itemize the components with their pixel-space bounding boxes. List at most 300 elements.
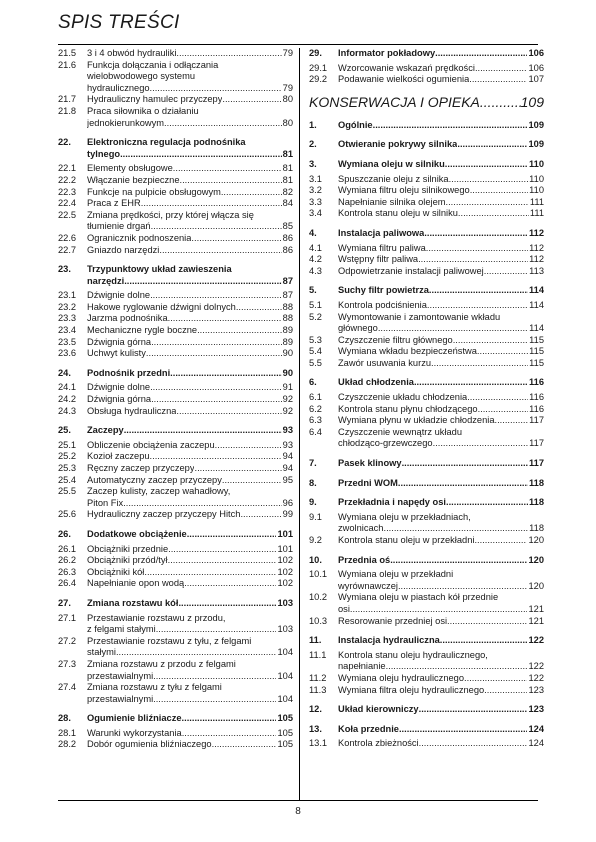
toc-entry-leader-row: [87, 624, 293, 636]
toc-entry[interactable]: [58, 233, 293, 245]
toc-entry[interactable]: [58, 739, 293, 751]
toc-entry-page: 104: [277, 693, 293, 704]
toc-entry[interactable]: [309, 74, 544, 86]
toc-entry-title: zwolnicach: [338, 523, 384, 534]
toc-entry[interactable]: [309, 300, 544, 312]
toc-entry-page: 92: [282, 394, 293, 405]
toc-entry-page: 96: [282, 497, 293, 508]
toc-entry-leader-row: [338, 535, 544, 547]
toc-entry[interactable]: [58, 682, 293, 705]
toc-entry[interactable]: [309, 569, 544, 592]
leader-dots: [402, 458, 528, 470]
toc-entry-number: 11.2: [309, 672, 327, 683]
leader-dots: [446, 197, 529, 209]
toc-entry-title: narzędzi: [87, 275, 125, 286]
toc-entry[interactable]: [58, 348, 293, 360]
toc-entry-page: 80: [282, 117, 293, 128]
leader-dots: [478, 404, 529, 416]
toc-entry-title: Spuszczanie oleju z silnika: [338, 173, 449, 184]
toc-entry[interactable]: [58, 567, 293, 579]
toc-entry[interactable]: [309, 685, 544, 697]
toc-entry-number: 25.5: [58, 486, 77, 497]
toc-entry-body: [87, 578, 293, 590]
toc-entry[interactable]: [58, 325, 293, 337]
toc-entry-title: Piton Fix: [87, 497, 124, 508]
toc-entry-number: 4.: [309, 227, 317, 238]
toc-entry-page: 94: [282, 463, 293, 473]
toc-entry-page: 105: [277, 739, 293, 750]
toc-entry-leader-row: [338, 174, 544, 186]
toc-entry-leader-row: [87, 290, 293, 302]
toc-chapter[interactable]: [309, 635, 544, 647]
toc-entry[interactable]: [58, 486, 293, 509]
toc-entry-number: 23.2: [58, 301, 77, 312]
toc-chapter[interactable]: [58, 368, 293, 380]
toc-left-column: [58, 48, 293, 751]
toc-entry-title: Wstępny filtr paliwa: [338, 254, 419, 265]
toc-entry-page: 117: [529, 438, 544, 449]
toc-entry-title: tłumienie drgań: [87, 221, 151, 232]
toc-entry[interactable]: [58, 544, 293, 556]
toc-entry-body: [87, 728, 293, 740]
toc-entry-leader-row: [87, 83, 293, 95]
leader-dots: [168, 555, 277, 567]
toc-entry-leader-row: [338, 673, 544, 685]
toc-entry[interactable]: [309, 197, 544, 209]
toc-entry-body: [338, 174, 544, 186]
leader-dots: [168, 544, 276, 556]
leader-dots: [435, 48, 527, 60]
toc-entry-title: Zmiana rozstawu kół: [87, 597, 179, 608]
leader-dots: [159, 245, 281, 257]
toc-entry-leader-row: [87, 728, 293, 740]
leader-dots: [176, 406, 281, 418]
toc-entry-body: [338, 74, 544, 86]
toc-entry-leader-row: [338, 685, 544, 697]
toc-entry-body: [338, 208, 544, 220]
leader-dots: [449, 174, 529, 186]
toc-entry-title-line: Zaczep kulisty, zaczep wahadłowy,: [87, 486, 231, 497]
toc-entry[interactable]: [58, 613, 293, 636]
toc-entry-number: 3.4: [309, 208, 322, 219]
toc-entry[interactable]: [58, 94, 293, 106]
toc-chapter[interactable]: [58, 598, 293, 610]
toc-entry-number: 27.1: [58, 612, 77, 623]
toc-entry-number: 23.: [58, 264, 71, 275]
toc-chapter[interactable]: [309, 120, 544, 132]
toc-entry-number: 22.6: [58, 232, 77, 243]
toc-entry-number: 23.1: [58, 290, 77, 301]
toc-entry[interactable]: [309, 427, 544, 450]
leader-dots: [458, 208, 529, 220]
toc-entry-title: Przedni WOM: [338, 477, 398, 488]
toc-chapter[interactable]: [309, 704, 544, 716]
toc-entry-leader-row: [338, 228, 544, 240]
toc-entry[interactable]: [309, 208, 544, 220]
toc-entry[interactable]: [58, 210, 293, 233]
toc-entry-page: 105: [277, 713, 293, 724]
toc-entry-page: 114: [529, 323, 544, 334]
toc-entry-number: 28.2: [58, 739, 77, 750]
toc-chapter[interactable]: [309, 285, 544, 297]
toc-entry-page: 116: [529, 377, 544, 388]
leader-dots: [151, 337, 282, 349]
toc-entry[interactable]: [309, 174, 544, 186]
leader-dots: [222, 94, 281, 106]
toc-entry-title: Kontrola podciśnienia: [338, 299, 427, 310]
toc-entry-leader-row: [338, 346, 544, 358]
toc-entry-page: 102: [277, 555, 293, 566]
toc-entry-body: [87, 486, 293, 509]
toc-entry-leader-row: [87, 671, 293, 683]
toc-entry-body: [338, 512, 544, 535]
toc-entry-number: 25.: [58, 425, 71, 436]
toc-entry[interactable]: [58, 555, 293, 567]
leader-dots: [484, 685, 527, 697]
toc-entry-title: Wymiana filtru oleju silnikowego: [338, 185, 470, 196]
toc-entry-number: 26.4: [58, 578, 77, 589]
toc-entry-body: [87, 368, 293, 380]
toc-entry-leader-row: [338, 404, 544, 416]
leader-dots: [398, 581, 528, 593]
toc-entry-title: Instalacja paliwowa: [338, 227, 425, 238]
toc-entry-leader-row: [338, 159, 544, 171]
toc-entry-number: 27.3: [58, 658, 77, 669]
toc-entry[interactable]: [309, 254, 544, 266]
toc-entry-body: [87, 313, 293, 325]
toc-entry-body: [87, 302, 293, 314]
toc-chapter[interactable]: [58, 264, 293, 287]
toc-chapter[interactable]: [309, 458, 544, 470]
toc-entry-leader-row: [87, 276, 293, 288]
toc-entry-leader-row: [87, 221, 293, 233]
toc-entry-title: Czyszczenie filtru głównego: [338, 334, 453, 345]
toc-entry-leader-row: [87, 739, 293, 751]
toc-entry-title: Koła przednie: [338, 723, 399, 734]
toc-entry[interactable]: [58, 578, 293, 590]
toc-entry-number: 9.1: [309, 511, 322, 522]
toc-entry[interactable]: [58, 659, 293, 682]
toc-entry-number: 21.6: [58, 59, 77, 70]
toc-entry-leader-row: [338, 197, 544, 209]
column-divider: [299, 48, 300, 800]
toc-entry[interactable]: [309, 616, 544, 628]
toc-entry-number: 29.1: [309, 62, 328, 73]
leader-dots: [414, 377, 528, 389]
toc-entry-body: [338, 569, 544, 592]
toc-entry-title: chłodząco-grzewczego: [338, 438, 433, 449]
toc-entry-number: 5.1: [309, 299, 322, 310]
toc-entry[interactable]: [58, 728, 293, 740]
toc-entry-title-line: Wymiana oleju w piastach kół przednie: [338, 592, 499, 603]
toc-chapter[interactable]: [309, 48, 544, 60]
toc-entry-body: [87, 382, 293, 394]
toc-entry-leader-row: [87, 694, 293, 706]
toc-entry-body: [87, 264, 293, 287]
toc-entry-body: [87, 245, 293, 257]
toc-entry-number: 25.6: [58, 509, 77, 520]
toc-chapter[interactable]: [309, 139, 544, 151]
toc-entry[interactable]: [58, 290, 293, 302]
toc-entry[interactable]: [58, 406, 293, 418]
toc-entry-number: 22.5: [58, 209, 77, 220]
page-number: 8: [295, 806, 301, 817]
toc-entry-number: 9.: [309, 497, 317, 508]
toc-entry-number: 28.1: [58, 727, 77, 738]
toc-chapter[interactable]: [309, 478, 544, 490]
toc-entry-number: 27.2: [58, 635, 77, 646]
toc-entry-number: 10.1: [309, 569, 328, 580]
leader-dots: [418, 254, 528, 266]
toc-entry-title: Dźwignia górna: [87, 336, 152, 347]
toc-chapter[interactable]: [309, 159, 544, 171]
toc-entry-title: Dźwignia górna: [87, 394, 152, 405]
toc-entry-title: wyrównawczej: [338, 580, 398, 591]
toc-entry[interactable]: [309, 404, 544, 416]
toc-entry-title-line: Wymiana oleju w przekładniach,: [338, 511, 471, 522]
leader-dots: [464, 673, 527, 685]
toc-entry[interactable]: [58, 382, 293, 394]
leader-dots: [124, 425, 282, 437]
toc-entry-title: przestawialnymi: [87, 670, 154, 681]
leader-dots: [447, 616, 527, 628]
toc-entry-number: 13.1: [309, 738, 328, 749]
toc-entry-number: 22.2: [58, 174, 77, 185]
toc-entry-body: [87, 440, 293, 452]
leader-dots: [475, 63, 528, 75]
leader-dots: [187, 529, 277, 541]
toc-entry[interactable]: [309, 346, 544, 358]
toc-entry-title: Automatyczny zaczep przyczepy: [87, 474, 222, 485]
toc-entry-page: 120: [528, 535, 544, 545]
toc-entry[interactable]: [58, 313, 293, 325]
toc-entry-title: hydraulicznego: [87, 82, 150, 93]
toc-entry-body: [87, 394, 293, 406]
toc-entry-leader-row: [338, 738, 544, 750]
toc-entry[interactable]: [58, 475, 293, 487]
toc-entry[interactable]: [58, 163, 293, 175]
leader-dots: [426, 243, 528, 255]
toc-entry-page: 117: [529, 458, 544, 469]
toc-entry-title: Funkcje na pulpicie obsługowym: [87, 186, 221, 197]
toc-entry[interactable]: [309, 738, 544, 750]
toc-entry-body: [87, 137, 293, 160]
toc-entry[interactable]: [309, 673, 544, 685]
toc-entry-body: [338, 650, 544, 673]
toc-entry[interactable]: [58, 440, 293, 452]
toc-entry[interactable]: [58, 302, 293, 314]
toc-entry-title-line: Czyszczenie wewnątrz układu: [338, 426, 463, 437]
toc-entry-leader-row: [87, 713, 293, 725]
toc-entry-title: Obsługa hydrauliczna: [87, 405, 177, 416]
toc-entry-page: 79: [282, 82, 293, 93]
leader-dots: [194, 463, 281, 475]
toc-entry-number: 1.: [309, 119, 317, 130]
toc-entry[interactable]: [58, 187, 293, 199]
toc-entry-body: [338, 358, 544, 370]
toc-entry-number: 5.5: [309, 357, 322, 368]
toc-chapter[interactable]: [58, 425, 293, 437]
toc-entry-title: Obciążniki przednie: [87, 543, 169, 554]
toc-entry-page: 93: [282, 425, 293, 436]
leader-dots: [427, 300, 528, 312]
toc-entry-page: 81: [282, 174, 293, 185]
toc-entry[interactable]: [58, 106, 293, 129]
toc-entry-leader-row: [87, 48, 293, 60]
toc-entry[interactable]: [58, 198, 293, 210]
toc-entry-leader-row: [338, 120, 544, 132]
leader-dots: [383, 523, 528, 535]
toc-entry-body: [338, 592, 544, 615]
toc-entry-title: Kozioł zaczepu: [87, 451, 150, 462]
toc-entry-number: 25.3: [58, 463, 77, 473]
leader-dots: [390, 555, 527, 567]
toc-entry[interactable]: [309, 63, 544, 75]
toc-entry-page: 81: [282, 163, 293, 174]
toc-entry-leader-row: [87, 149, 293, 161]
toc-entry-body: [338, 285, 544, 297]
toc-entry-title-line: Zmiana prędkości, przy której włącza się: [87, 209, 254, 220]
toc-entry-number: 6.: [309, 377, 317, 388]
toc-entry-title-line: Wymiana oleju w przekładni: [338, 569, 454, 580]
leader-dots: [120, 149, 282, 161]
toc-entry-title-line: Funkcja dołączania i odłączania: [87, 59, 219, 70]
toc-entry-page: 90: [282, 348, 293, 359]
toc-entry-leader-row: [338, 139, 544, 151]
toc-entry-page: 102: [277, 566, 293, 577]
toc-entry-body: [338, 535, 544, 547]
toc-entry-body: [338, 673, 544, 685]
leader-dots: [146, 348, 282, 360]
toc-entry-title: Wymiana płynu w układzie chłodzenia: [338, 415, 495, 426]
leader-dots: [156, 624, 277, 636]
leader-dots: [182, 713, 277, 725]
toc-entry[interactable]: [58, 48, 293, 60]
toc-entry-title: przestawialnymi: [87, 693, 154, 704]
toc-entry-title: Napełnianie opon wodą: [87, 578, 185, 589]
header-rule: [58, 44, 538, 45]
toc-entry[interactable]: [309, 512, 544, 535]
toc-entry[interactable]: [309, 266, 544, 278]
toc-entry-number: 22.7: [58, 244, 77, 255]
toc-entry-number: 21.5: [58, 48, 77, 58]
toc-entry[interactable]: [58, 245, 293, 257]
toc-entry-body: [87, 48, 293, 60]
toc-entry-title: Uchwyt kulisty: [87, 348, 146, 359]
toc-entry-body: [338, 48, 544, 60]
toc-entry-body: [87, 451, 293, 463]
toc-entry-leader-row: [87, 175, 293, 187]
toc-entry-body: [338, 377, 544, 389]
toc-entry-page: 123: [528, 704, 544, 715]
toc-entry-leader-row: [87, 233, 293, 245]
toc-entry-title: Układ kierowniczy: [338, 704, 419, 715]
toc-entry[interactable]: [309, 592, 544, 615]
toc-entry-number: 23.6: [58, 348, 77, 359]
toc-entry-page: 99: [282, 509, 293, 520]
toc-entry-leader-row: [338, 208, 544, 220]
toc-entry-leader-row: [87, 368, 293, 380]
toc-entry[interactable]: [58, 337, 293, 349]
toc-entry-page: 103: [277, 597, 293, 608]
toc-entry-number: 4.3: [309, 265, 322, 276]
toc-entry-title: głównego: [338, 323, 378, 334]
toc-chapter[interactable]: [309, 377, 544, 389]
toc-chapter[interactable]: [58, 713, 293, 725]
toc-entry-title: Gniazdo narzędzi: [87, 244, 160, 255]
toc-entry-number: 3.: [309, 158, 317, 169]
toc-entry[interactable]: [58, 463, 293, 475]
toc-entry[interactable]: [309, 243, 544, 255]
toc-entry[interactable]: [309, 335, 544, 347]
toc-chapter[interactable]: [309, 228, 544, 240]
toc-entry-number: 27.4: [58, 682, 77, 693]
toc-entry[interactable]: [309, 358, 544, 370]
toc-entry[interactable]: [309, 312, 544, 335]
toc-entry-title: Hakowe ryglowanie dźwigni dolnych: [87, 301, 236, 312]
toc-entry-leader-row: [338, 604, 544, 616]
toc-entry[interactable]: [58, 636, 293, 659]
toc-entry-body: [338, 635, 544, 647]
toc-entry-number: 24.2: [58, 394, 77, 405]
toc-entry-body: [87, 106, 293, 129]
toc-entry-body: [338, 266, 544, 278]
toc-entry[interactable]: [309, 535, 544, 547]
leader-dots: [222, 475, 282, 487]
toc-entry[interactable]: [309, 650, 544, 673]
leader-dots: [180, 175, 282, 187]
toc-entry-page: 89: [282, 336, 293, 347]
toc-entry-page: 115: [529, 334, 544, 345]
toc-entry[interactable]: [309, 415, 544, 427]
toc-entry-page: 123: [528, 684, 544, 695]
toc-chapter[interactable]: [309, 724, 544, 736]
leader-dots: [153, 694, 276, 706]
toc-entry-title: z felgami stałymi: [87, 624, 156, 635]
toc-entry-leader-row: [338, 555, 544, 567]
toc-entry[interactable]: [309, 392, 544, 404]
toc-entry-title: Podnośnik przedni: [87, 367, 171, 378]
toc-entry[interactable]: [58, 60, 293, 95]
toc-entry-number: 22.: [58, 137, 71, 148]
toc-entry[interactable]: [309, 185, 544, 197]
toc-chapter[interactable]: [58, 529, 293, 541]
toc-entry-body: [87, 425, 293, 437]
toc-entry[interactable]: [58, 509, 293, 521]
toc-entry-number: 5.3: [309, 334, 322, 345]
toc-chapter[interactable]: [58, 137, 293, 160]
toc-entry-body: [338, 120, 544, 132]
toc-entry-body: [338, 63, 544, 75]
toc-entry-title: Kontrola zbieżności: [338, 738, 419, 749]
leader-dots: [236, 302, 282, 314]
toc-entry-body: [338, 685, 544, 697]
toc-entry-number: 22.1: [58, 163, 77, 174]
toc-chapter[interactable]: [309, 555, 544, 567]
toc-entry-body: [87, 175, 293, 187]
toc-entry-body: [87, 348, 293, 360]
toc-entry-title: Obciążniki kół: [87, 566, 145, 577]
toc-entry-page: 114: [529, 285, 544, 296]
toc-chapter[interactable]: [309, 497, 544, 509]
toc-entry-title-line: Trzypunktowy układ zawieszenia: [87, 264, 232, 275]
section-heading-title: KONSERWACJA I OPIEKA: [309, 93, 480, 110]
toc-entry[interactable]: [58, 394, 293, 406]
leader-dots: [429, 285, 528, 297]
toc-entry[interactable]: [58, 451, 293, 463]
toc-entry[interactable]: [58, 175, 293, 187]
toc-entry-leader-row: [338, 724, 544, 736]
